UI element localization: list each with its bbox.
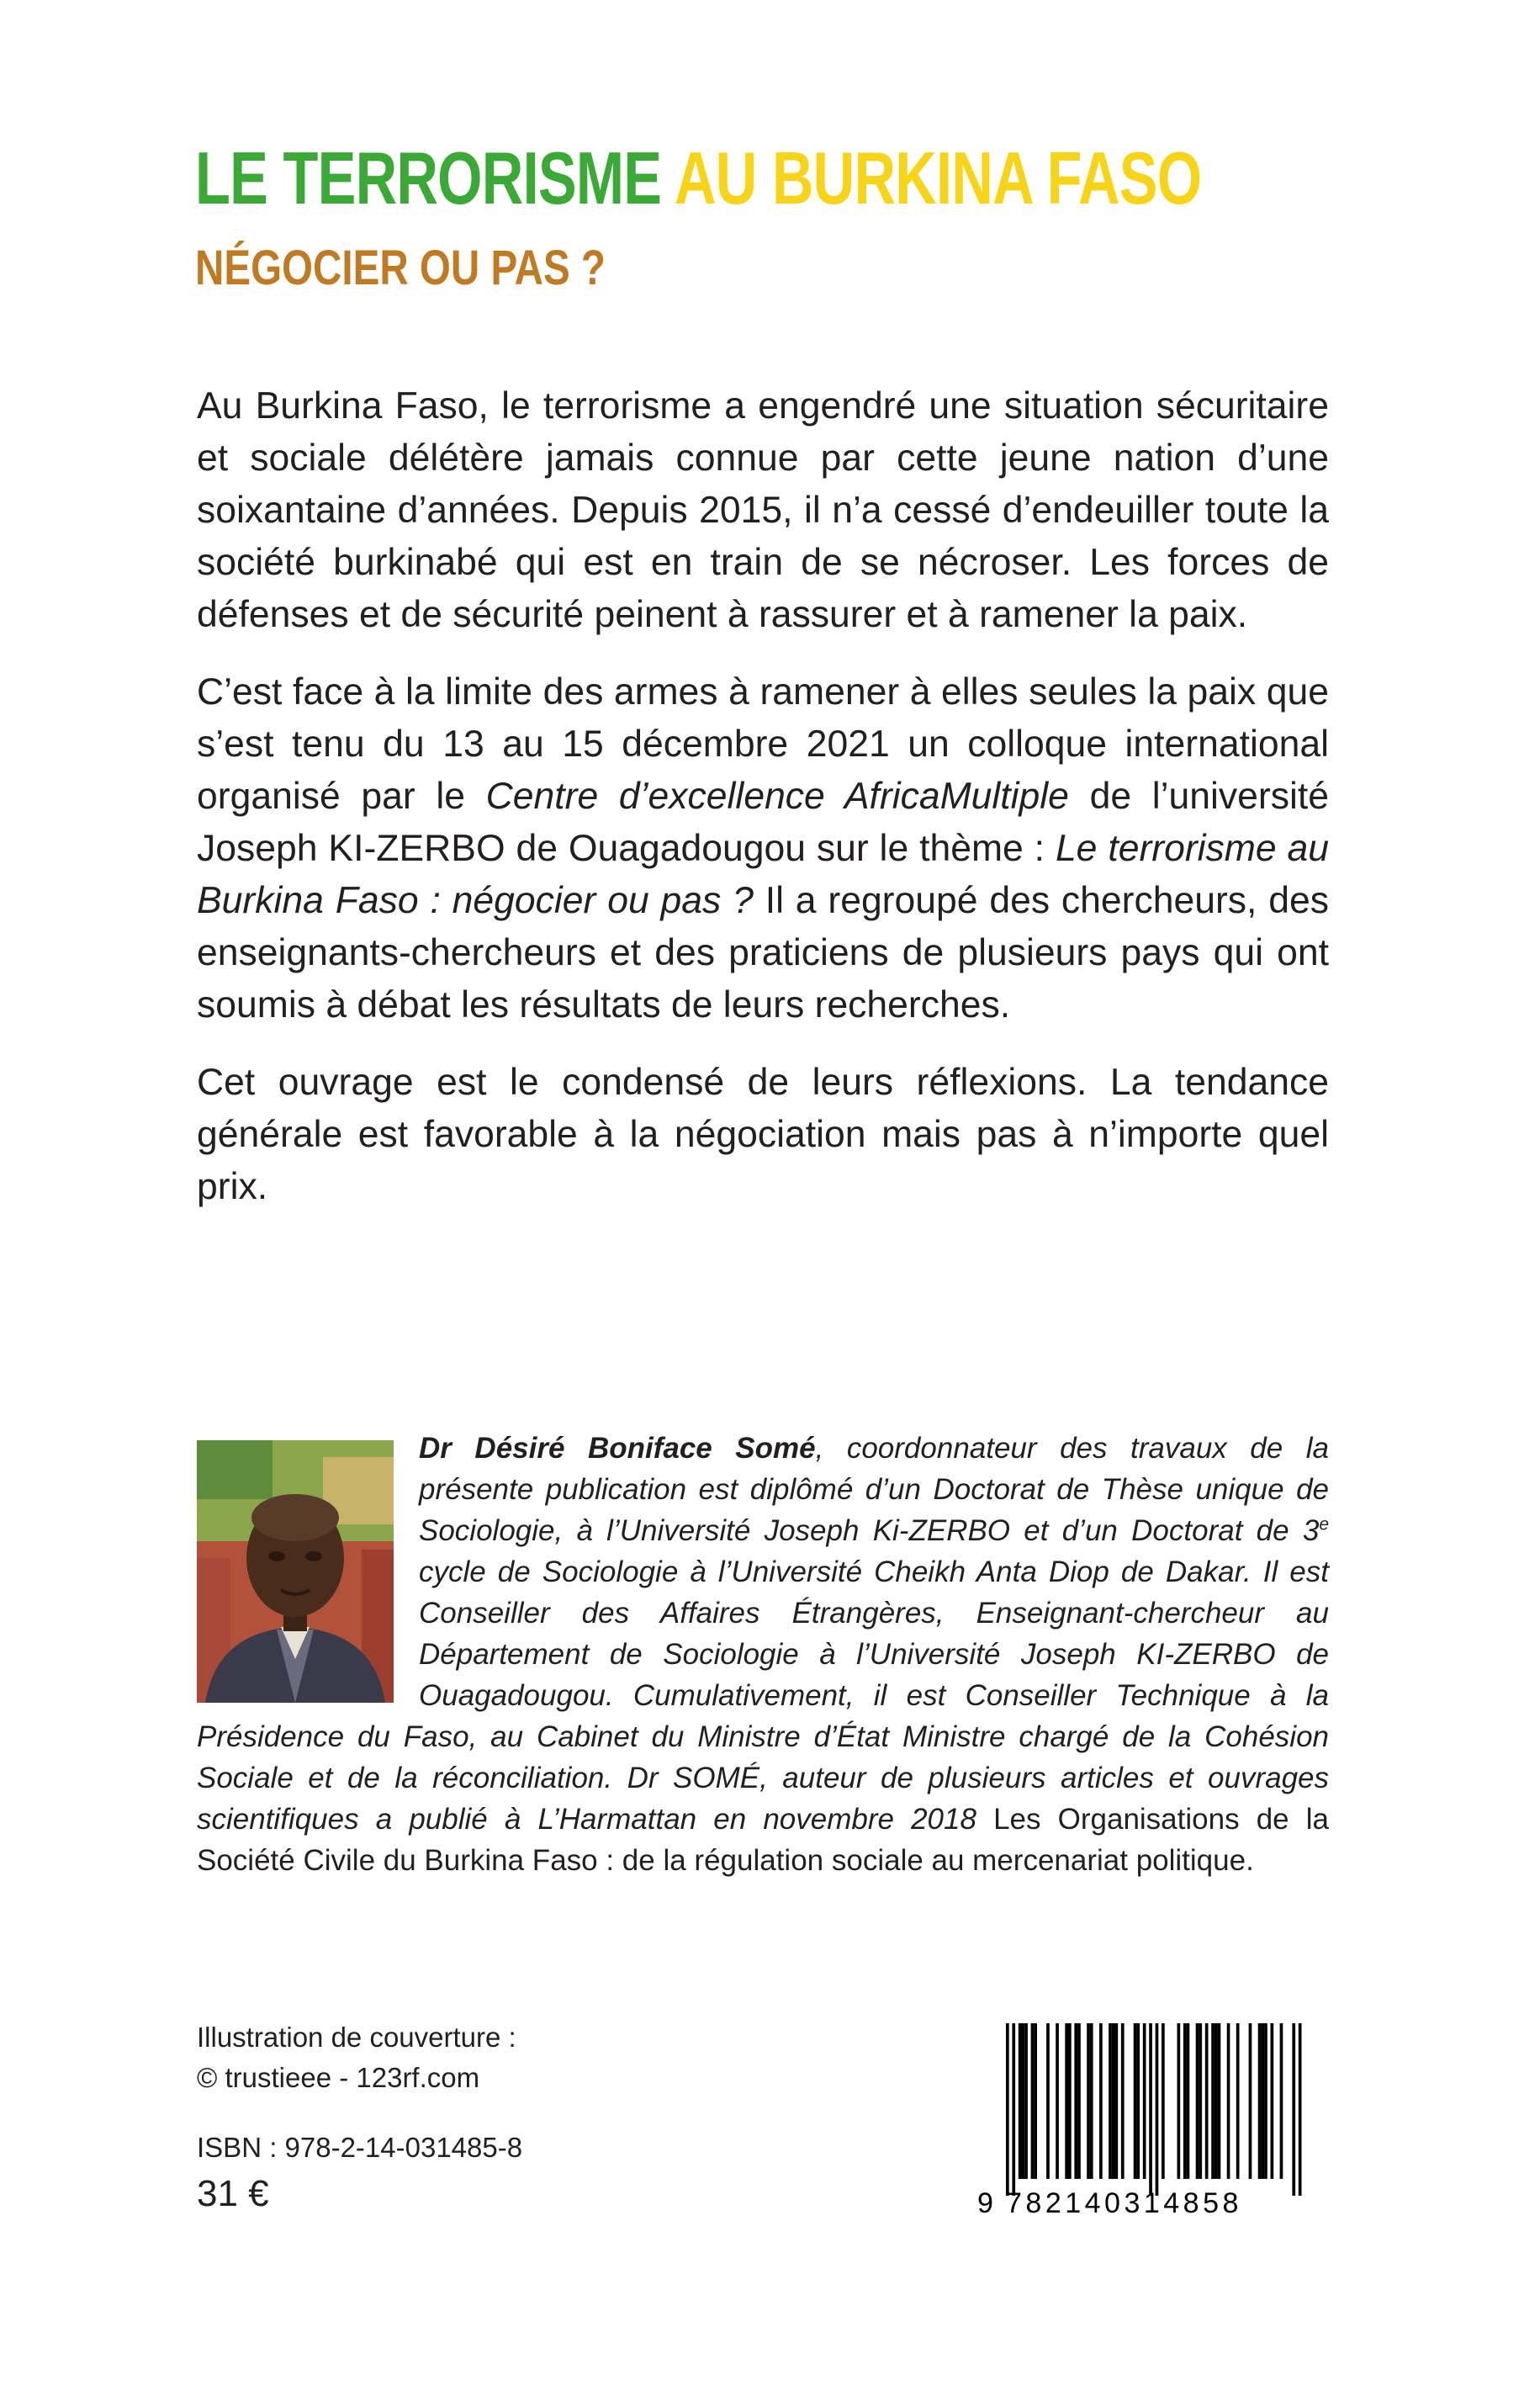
author-previous-book: Les Organisations de la Société Civile du Burkina Faso : de la régulation sociale au mercenariat politique. (197, 1803, 1329, 1877)
barcode-bar (1121, 2023, 1125, 2179)
barcode-bar (1177, 2023, 1181, 2179)
barcode-bar (1205, 2023, 1209, 2179)
barcode-bar (1187, 2023, 1190, 2179)
barcode-number: 782140314858 (1006, 2187, 1242, 2219)
blurb-p2-text-b: de l’université Joseph KI-ZERBO de Ouagadougou sur le thème : (197, 776, 1329, 869)
credits-line-2: © trustieee - 123rf.com (197, 2062, 480, 2093)
author-name: Dr Désiré Boniface Somé (419, 1432, 816, 1465)
blurb-paragraph-2 (197, 666, 1329, 1031)
barcode-first-digit: 9 (977, 2187, 998, 2219)
book-title (195, 136, 1202, 220)
barcode-bar (1024, 2023, 1028, 2179)
blurb-p2-text-a: C’est face à la limite des armes à ramener à elles seules la paix que s’est tenu du 13 au 15 décembre 2021 un colloque international organisé par le (197, 671, 1329, 817)
back-cover-blurb (197, 380, 1329, 1238)
barcode-bar (1077, 2023, 1081, 2179)
author-bio (197, 1428, 1329, 1881)
barcode-bar (1199, 2023, 1202, 2179)
barcode-bar (1046, 2023, 1050, 2179)
book-subtitle: NÉGOCIER OU PAS ? (195, 241, 606, 295)
title-part-green: LE TERRORISME (195, 136, 662, 220)
barcode-bar (1109, 2023, 1112, 2179)
barcode-bar (1218, 2023, 1221, 2179)
barcode-bar (1134, 2023, 1137, 2179)
barcode-bar (1031, 2023, 1035, 2179)
barcode-bar (1143, 2023, 1146, 2179)
barcode-bar (1087, 2023, 1090, 2179)
barcode-bar (1112, 2023, 1115, 2179)
author-bio-text-a: , coordonnateur des travaux de la présente publication est diplômé d’un Doctorat de Thèse unique de Sociologie, à l’Université Joseph Ki-ZERBO et d’un Doctorat de 3 (419, 1432, 1329, 1547)
colloquium-theme: Le terrorisme au Burkina Faso : négocier ou pas ? (197, 828, 1330, 921)
blurb-paragraph-1: Au Burkina Faso, le terrorisme a engendré une situation sécuritaire et sociale délétère jamais connue par cette jeune nation d’une soixantaine d’années. Depuis 2015, il n’a cessé d’endeuiller toute la société burkinabé qui est en train de se nécroser. Les forces de défenses et de sécurité peinent à rassurer et à ramener la paix. (197, 385, 1329, 635)
barcode-bar (1264, 2023, 1267, 2179)
author-photo (197, 1440, 394, 1703)
barcode-bar (1099, 2023, 1103, 2179)
barcode-bar (1236, 2023, 1240, 2179)
barcode-bar (1258, 2023, 1262, 2179)
barcode-bar (1292, 2023, 1295, 2196)
blurb-paragraph-3: Cet ouvrage est le condensé de leurs réflexions. La tendance générale est favorable à la négociation mais pas à n’importe quel prix. (197, 1062, 1329, 1207)
price: 31 € (197, 2173, 269, 2214)
barcode-bar (1068, 2023, 1072, 2179)
barcode-bar (1156, 2023, 1159, 2196)
credits-line-1: Illustration de couverture : (197, 2022, 516, 2053)
barcode-bar (1065, 2023, 1068, 2179)
barcode-bar (1280, 2023, 1283, 2179)
barcode-bar (1074, 2023, 1077, 2179)
barcode-bar (1090, 2023, 1093, 2179)
title-part-yellow: AU BURKINA FASO (675, 136, 1202, 220)
centre-name: Centre d’excellence AfricaMultiple (485, 776, 1069, 817)
barcode-bar (1227, 2023, 1230, 2179)
barcode-bar (1022, 2023, 1025, 2179)
barcode-bar (1019, 2023, 1022, 2179)
barcode-bar (1211, 2023, 1215, 2179)
barcode-bar (1183, 2023, 1187, 2179)
barcode-bar (1136, 2023, 1140, 2179)
barcode-bar (1261, 2023, 1264, 2179)
author-bio-text-b: cycle de Sociologie à l’Université Cheikh Anta Diop de Dakar. Il est Conseiller des Affaires Étrangères, Enseignant-chercheur au Département de Sociologie à l’Université Joseph KI-ZERBO de Ouagadougou. Cumulativement, il est Conseiller Technique à la Présidence du Faso, au Cabinet du Ministre d’État Ministre chargé de la Cohésion Sociale et de la réconciliation. Dr SOMÉ, auteur de plusieurs articles et ouvrages scientifiques a publié à L’Harmattan en novembre 2018 (197, 1556, 1329, 1836)
barcode-bar (1249, 2023, 1252, 2179)
barcode-bar (1012, 2023, 1015, 2196)
barcode-bar (1115, 2023, 1119, 2179)
barcode-bar (1196, 2023, 1199, 2179)
author-bio-superscript: e (1319, 1514, 1329, 1534)
barcode-bar (1162, 2023, 1165, 2179)
barcode-bar (1006, 2023, 1009, 2196)
barcode-bar (1056, 2023, 1059, 2179)
cover-credits (197, 2017, 516, 2098)
barcode-bar (1299, 2023, 1302, 2196)
barcode-bar (1149, 2023, 1152, 2196)
barcode-bar (1215, 2023, 1218, 2179)
isbn: ISBN : 978-2-14-031485-8 (197, 2132, 523, 2163)
barcode-bar (1034, 2023, 1037, 2179)
barcode-bar (1271, 2023, 1274, 2179)
blurb-p2-text-c: Il a regroupé des chercheurs, des enseignants-chercheurs et des praticiens de plusieurs pays qui ont soumis à débat les résultats de leurs recherches. (197, 880, 1329, 1026)
